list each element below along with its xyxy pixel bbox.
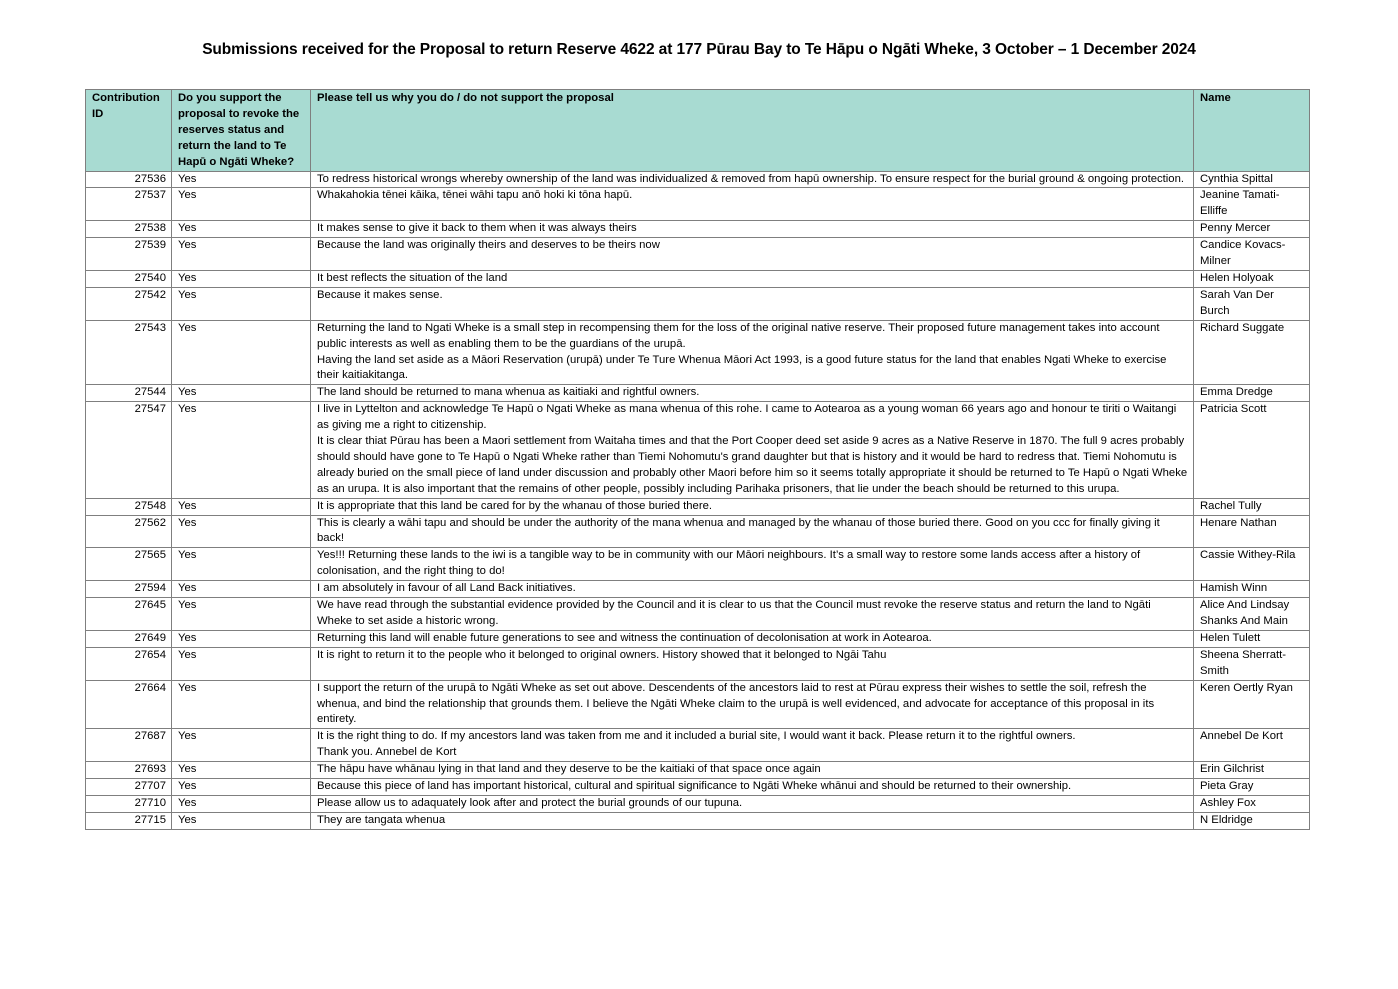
name-cell: Helen Tulett (1194, 630, 1310, 647)
reason-cell: Because the land was originally theirs and deserves to be theirs now (311, 238, 1194, 271)
column-header-support: Do you support the proposal to revoke the reserves status and return the land to Te Hapū o Ngāti Wheke? (172, 90, 311, 172)
reason-cell: I support the return of the urupā to Ngāti Wheke as set out above. Descendents of the ancestors laid to rest at Pūrau express their wishes to settle the soil, refresh the whenua, and bind the relationship that grounds them. I believe the Ngāti Wheke claim to the urupā is well evidenced, and advocate for acceptance of this proposal in its entirety. (311, 680, 1194, 729)
table-row (86, 680, 1310, 729)
name-cell: Jeanine Tamati-Elliffe (1194, 188, 1310, 221)
support-cell: Yes (172, 270, 311, 287)
table-row (86, 647, 1310, 680)
table-row (86, 188, 1310, 221)
reason-cell: It is right to return it to the people who it belonged to original owners. History showed that it belonged to Ngāi Tahu (311, 647, 1194, 680)
support-cell: Yes (172, 171, 311, 188)
reason-cell: To redress historical wrongs whereby ownership of the land was individualized & removed from hapū ownership. To ensure respect for the burial ground & ongoing protection. (311, 171, 1194, 188)
support-cell: Yes (172, 548, 311, 581)
contribution-id-cell: 27645 (86, 598, 172, 631)
contribution-id-cell: 27707 (86, 779, 172, 796)
support-cell: Yes (172, 729, 311, 762)
contribution-id-cell: 27562 (86, 515, 172, 548)
name-cell: Candice Kovacs-Milner (1194, 238, 1310, 271)
support-cell: Yes (172, 630, 311, 647)
reason-cell: This is clearly a wāhi tapu and should be under the authority of the mana whenua and managed by the whanau of those buried there. Good on you ccc for finally giving it back! (311, 515, 1194, 548)
support-cell: Yes (172, 188, 311, 221)
table-row (86, 320, 1310, 385)
name-cell: Annebel De Kort (1194, 729, 1310, 762)
name-cell: Henare Nathan (1194, 515, 1310, 548)
name-cell: Pieta Gray (1194, 779, 1310, 796)
contribution-id-cell: 27687 (86, 729, 172, 762)
contribution-id-cell: 27548 (86, 498, 172, 515)
support-cell: Yes (172, 779, 311, 796)
table-row (86, 581, 1310, 598)
name-cell: Patricia Scott (1194, 402, 1310, 498)
support-cell: Yes (172, 385, 311, 402)
contribution-id-cell: 27664 (86, 680, 172, 729)
reason-cell: Yes!!! Returning these lands to the iwi is a tangible way to be in community with our Māori neighbours. It’s a small way to restore some lands access after a history of colonisation, and the right thing to do! (311, 548, 1194, 581)
name-cell: Sheena Sherratt-Smith (1194, 647, 1310, 680)
column-header-reason: Please tell us why you do / do not support the proposal (311, 90, 1194, 172)
support-cell: Yes (172, 581, 311, 598)
contribution-id-cell: 27649 (86, 630, 172, 647)
table-row (86, 402, 1310, 498)
reason-cell: It is the right thing to do. If my ancestors land was taken from me and it included a burial site, I would want it back. Please return it to the rightful owners. Thank you. Annebel de Kort (311, 729, 1194, 762)
table-row (86, 729, 1310, 762)
support-cell: Yes (172, 647, 311, 680)
column-header-name: Name (1194, 90, 1310, 172)
name-cell: Emma Dredge (1194, 385, 1310, 402)
support-cell: Yes (172, 762, 311, 779)
table-row (86, 498, 1310, 515)
support-cell: Yes (172, 287, 311, 320)
reason-cell: Because it makes sense. (311, 287, 1194, 320)
name-cell: Hamish Winn (1194, 581, 1310, 598)
name-cell: Helen Holyoak (1194, 270, 1310, 287)
name-cell: Richard Suggate (1194, 320, 1310, 385)
reason-cell: It best reflects the situation of the land (311, 270, 1194, 287)
support-cell: Yes (172, 320, 311, 385)
reason-cell: Whakahokia tēnei kāika, tēnei wāhi tapu anō hoki ki tōna hapū. (311, 188, 1194, 221)
table-row (86, 238, 1310, 271)
reason-cell: We have read through the substantial evidence provided by the Council and it is clear to us that the Council must revoke the reserve status and return the land to Ngāti Wheke to set aside a historic wrong. (311, 598, 1194, 631)
name-cell: N Eldridge (1194, 812, 1310, 829)
table-row (86, 598, 1310, 631)
contribution-id-cell: 27547 (86, 402, 172, 498)
contribution-id-cell: 27594 (86, 581, 172, 598)
reason-cell: I am absolutely in favour of all Land Back initiatives. (311, 581, 1194, 598)
table-row (86, 270, 1310, 287)
contribution-id-cell: 27710 (86, 795, 172, 812)
reason-cell: Returning the land to Ngati Wheke is a small step in recompensing them for the loss of the original native reserve. Their proposed future management takes into account public interests as well as enabling them to be the guardians of the urupā. Having the land set aside as a Māori Reservation (urupā) under Te Ture Whenua Māori Act 1993, is a good future status for the land that enables Ngati Wheke to exercise their kaitiakitanga. (311, 320, 1194, 385)
table-row (86, 221, 1310, 238)
name-cell: Ashley Fox (1194, 795, 1310, 812)
table-row (86, 515, 1310, 548)
name-cell: Rachel Tully (1194, 498, 1310, 515)
table-row (86, 812, 1310, 829)
table-row (86, 171, 1310, 188)
contribution-id-cell: 27715 (86, 812, 172, 829)
reason-cell: It is appropriate that this land be cared for by the whanau of those buried there. (311, 498, 1194, 515)
contribution-id-cell: 27544 (86, 385, 172, 402)
reason-cell: Returning this land will enable future generations to see and witness the continuation of decolonisation at work in Aotearoa. (311, 630, 1194, 647)
table-row (86, 630, 1310, 647)
contribution-id-cell: 27539 (86, 238, 172, 271)
support-cell: Yes (172, 515, 311, 548)
name-cell: Cassie Withey-Rila (1194, 548, 1310, 581)
support-cell: Yes (172, 812, 311, 829)
name-cell: Sarah Van Der Burch (1194, 287, 1310, 320)
contribution-id-cell: 27565 (86, 548, 172, 581)
name-cell: Erin Gilchrist (1194, 762, 1310, 779)
reason-cell: Because this piece of land has important historical, cultural and spiritual significance to Ngāti Wheke whānui and should be returned to their ownership. (311, 779, 1194, 796)
support-cell: Yes (172, 680, 311, 729)
contribution-id-cell: 27538 (86, 221, 172, 238)
table-header-row (86, 90, 1310, 172)
name-cell: Keren Oertly Ryan (1194, 680, 1310, 729)
contribution-id-cell: 27540 (86, 270, 172, 287)
table-row (86, 795, 1310, 812)
contribution-id-cell: 27543 (86, 320, 172, 385)
reason-cell: It makes sense to give it back to them when it was always theirs (311, 221, 1194, 238)
reason-cell: They are tangata whenua (311, 812, 1194, 829)
support-cell: Yes (172, 795, 311, 812)
name-cell: Alice And Lindsay Shanks And Main (1194, 598, 1310, 631)
support-cell: Yes (172, 402, 311, 498)
table-row (86, 287, 1310, 320)
contribution-id-cell: 27654 (86, 647, 172, 680)
reason-cell: The land should be returned to mana whenua as kaitiaki and rightful owners. (311, 385, 1194, 402)
column-header-contribution-id: Contribution ID (86, 90, 172, 172)
table-row (86, 548, 1310, 581)
contribution-id-cell: 27693 (86, 762, 172, 779)
support-cell: Yes (172, 498, 311, 515)
table-row (86, 385, 1310, 402)
reason-cell: Please allow us to adaquately look after and protect the burial grounds of our tupuna. (311, 795, 1194, 812)
support-cell: Yes (172, 598, 311, 631)
table-row (86, 762, 1310, 779)
page-title: Submissions received for the Proposal to return Reserve 4622 at 177 Pūrau Bay to Te Hāpu o Ngāti Wheke, 3 October – 1 December 2024 (202, 41, 1196, 58)
name-cell: Cynthia Spittal (1194, 171, 1310, 188)
contribution-id-cell: 27542 (86, 287, 172, 320)
reason-cell: The hāpu have whānau lying in that land and they deserve to be the kaitiaki of that space once again (311, 762, 1194, 779)
contribution-id-cell: 27537 (86, 188, 172, 221)
contribution-id-cell: 27536 (86, 171, 172, 188)
table-row (86, 779, 1310, 796)
support-cell: Yes (172, 238, 311, 271)
reason-cell: I live in Lyttelton and acknowledge Te Hapū o Ngati Wheke as mana whenua of this rohe. I came to Aotearoa as a young woman 66 years ago and honour te tiriti o Waitangi as giving me a right to citizenship. It is clear thiat Pūrau has been a Maori settlement from Waitaha times and that the Port Cooper deed set aside 9 acres as a Native Reserve in 1870. The full 9 acres probably should should have gone to Te Hapū o Ngati Wheke rather than Tiemi Nohomutu's grand daughter but that is history and it would be hard to redress that. Tiemi Nohomutu is already buried on the small piece of land under discussion and probably other Maori before him so it seems totally appropriate it should be returned to Te Hapū o Ngati Wheke as an urupa. It is also important that the remains of other people, possibly including Parihaka prisoners, that lie under the beach should be returned to this urupa. (311, 402, 1194, 498)
submissions-table (85, 89, 1310, 830)
name-cell: Penny Mercer (1194, 221, 1310, 238)
support-cell: Yes (172, 221, 311, 238)
